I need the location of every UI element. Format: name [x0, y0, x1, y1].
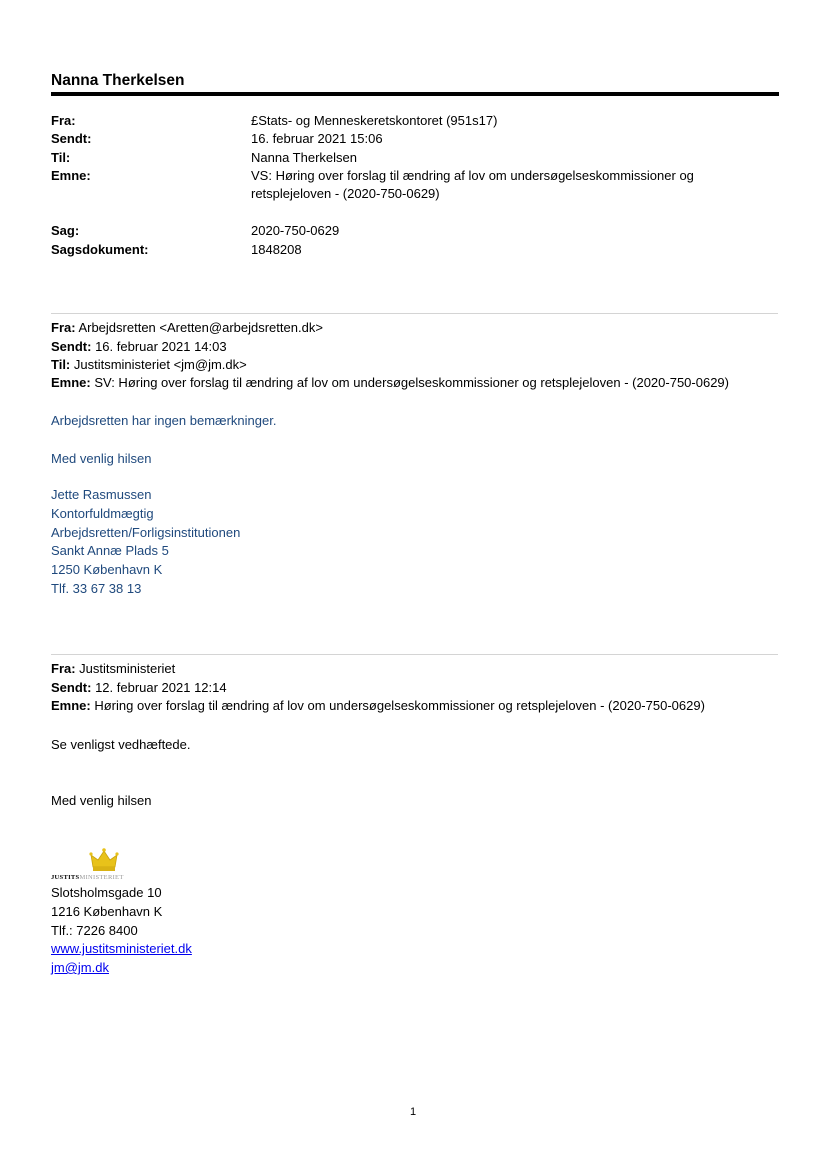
from-value: £Stats- og Menneskeretskontoret (951s17) [251, 113, 498, 128]
case-document-label: Sagsdokument: [51, 242, 149, 257]
msg2-sent [51, 680, 227, 695]
message-separator [51, 654, 778, 655]
msg1-to [51, 357, 247, 372]
msg1-sent-value: 16. februar 2021 14:03 [91, 339, 227, 354]
justitsministeriet-logo [51, 847, 171, 883]
logo-wordmark [51, 874, 124, 881]
email-link[interactable]: jm@jm.dk [51, 960, 109, 975]
website-link-wrap [51, 941, 192, 956]
signature-street: Sankt Annæ Plads 5 [51, 543, 169, 558]
msg1-sent [51, 339, 227, 354]
msg1-body: Arbejdsretten har ingen bemærkninger. [51, 413, 277, 428]
sent-label: Sendt: [51, 131, 92, 146]
signature-title: Kontorfuldmægtig [51, 506, 154, 521]
message-separator [51, 313, 778, 314]
msg2-greeting: Med venlig hilsen [51, 793, 152, 808]
to-label: Til: [51, 150, 71, 165]
from-label: Fra: [51, 113, 76, 128]
page-title: Nanna Therkelsen [51, 72, 185, 89]
msg2-from-label: Fra: [51, 661, 76, 676]
case-document-value: 1848208 [251, 242, 302, 257]
msg2-from-value: Justitsministeriet [75, 661, 176, 676]
case-label: Sag: [51, 223, 80, 238]
msg2-subject [51, 698, 705, 713]
msg2-from [51, 661, 175, 676]
msg1-from-value: Arbejdsretten <Aretten@arbejdsretten.dk> [75, 320, 323, 335]
msg1-to-value: Justitsministeriet <jm@jm.dk> [70, 357, 247, 372]
signature-organization: Arbejdsretten/Forligsinstitutionen [51, 525, 241, 540]
msg2-sent-value: 12. februar 2021 12:14 [91, 680, 227, 695]
subject-label: Emne: [51, 168, 91, 183]
msg1-greeting: Med venlig hilsen [51, 451, 152, 466]
subject-value: VS: Høring over forslag til ændring af lov om undersøgelseskommissioner og retsplejeloven - (2020-750-0629) [251, 168, 694, 201]
website-link[interactable]: www.justitsministeriet.dk [51, 941, 192, 956]
msg1-to-label: Til: [51, 357, 71, 372]
msg1-sent-label: Sendt: [51, 339, 92, 354]
signature-phone: Tlf. 33 67 38 13 [51, 581, 142, 596]
sent-value: 16. februar 2021 15:06 [251, 131, 383, 146]
msg1-subject [51, 375, 729, 390]
msg2-sent-label: Sendt: [51, 680, 92, 695]
title-rule [51, 92, 779, 96]
crown-icon [89, 847, 119, 873]
msg1-subject-value: SV: Høring over forslag til ændring af lov om undersøgelseskommissioner og retsplejeloven - (2020-750-0629) [90, 375, 729, 390]
page-number: 1 [410, 1106, 417, 1118]
msg2-body: Se venligst vedhæftede. [51, 737, 191, 752]
address-street: Slotsholmsgade 10 [51, 885, 162, 900]
msg1-from [51, 320, 323, 335]
msg1-subject-label: Emne: [51, 375, 91, 390]
address-phone: Tlf.: 7226 8400 [51, 923, 138, 938]
address-city: 1216 København K [51, 904, 163, 919]
msg2-subject-value: Høring over forslag til ændring af lov om undersøgelseskommissioner og retsplejeloven - (2020-750-0629) [90, 698, 705, 713]
to-value: Nanna Therkelsen [251, 150, 357, 165]
logo-text-justits: JUSTITS [51, 874, 80, 881]
logo-text-ministeriet: MINISTERIET [79, 874, 124, 881]
signature-name: Jette Rasmussen [51, 487, 152, 502]
signature-city: 1250 København K [51, 562, 163, 577]
msg2-subject-label: Emne: [51, 698, 91, 713]
case-value: 2020-750-0629 [251, 223, 340, 238]
email-link-wrap [51, 960, 109, 975]
msg1-from-label: Fra: [51, 320, 76, 335]
